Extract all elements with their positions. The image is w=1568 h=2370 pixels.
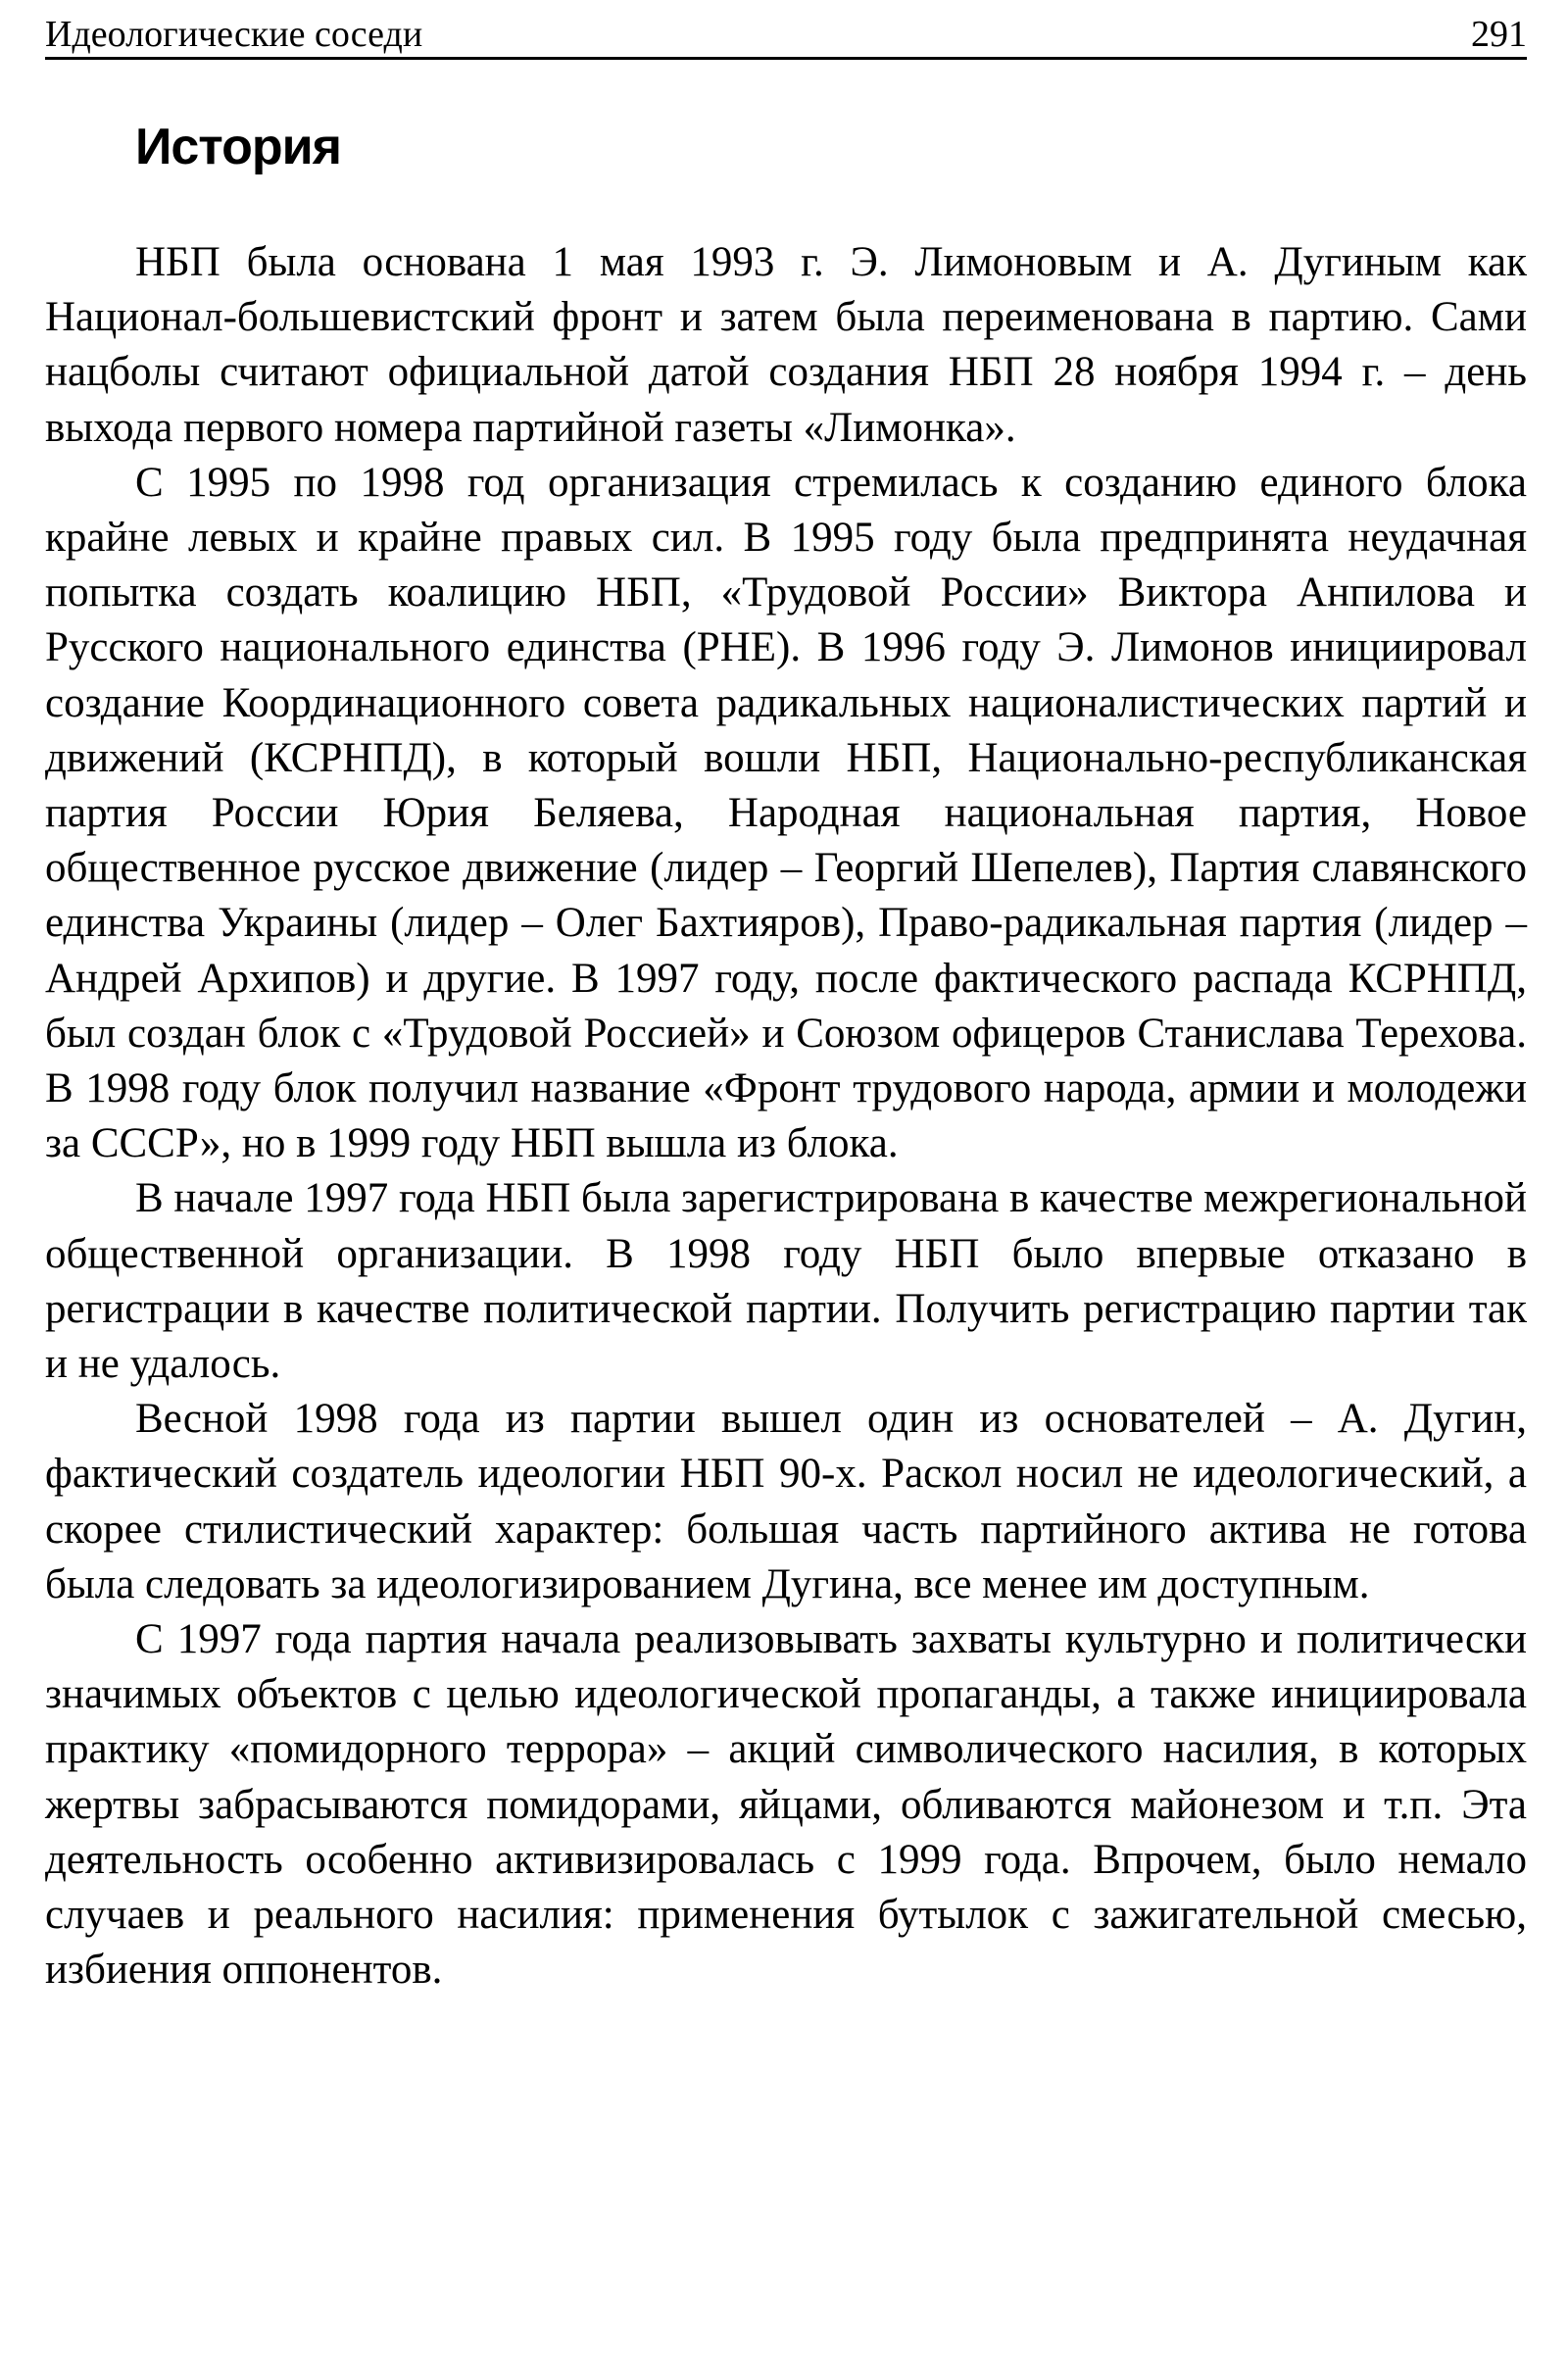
running-head-title: Идеологические соседи — [45, 14, 423, 55]
paragraph: С 1995 по 1998 год организация стремилась к созданию единого блока крайне левых и крайне правых сил. В 1995 году была предпринята неудачная попытка создать коалицию НБП, «Трудовой России» Виктора Анпилова и Русского национального единства (РНЕ). В 1996 году Э. Лимонов инициировал создание Координационного совета радикальных националистических партий и движений (КСРНПД), в который вошли НБП, Национально-республиканская партия России Юрия Беляева, Народная национальная партия, Новое общественное русское движение (лидер – Георгий Шепелев), Партия славянского единства Украины (лидер – Олег Бахтияров), Право-радикальная партия (лидер – Андрей Архипов) и другие. В 1997 году, после фактического распада КСРНПД, был создан блок с «Трудовой Россией» и Союзом офицеров Станислава Терехова. В 1998 году блок получил название «Фронт трудового народа, армии и молодежи за СССР», но в 1999 году НБП вышла из блока. — [45, 459, 1527, 1167]
running-head — [45, 12, 1527, 60]
paragraph: В начале 1997 года НБП была зарегистрирована в качестве межрегиональной общественной организации. В 1998 году НБП было впервые отказано в регистрации в качестве политической партии. Получить регистрацию партии так и не удалось. — [45, 1175, 1527, 1388]
body-text — [45, 235, 1527, 1999]
paragraph: НБП была основана 1 мая 1993 г. Э. Лимоновым и А. Дугиным как Национал-большевистский фронт и затем была переименована в партию. Сами нацболы считают официальной датой создания НБП 28 ноября 1994 г. – день выхода первого номера партийной газеты «Лимонка». — [45, 239, 1527, 451]
paragraph: С 1997 года партия начала реализовывать захваты культурно и политически значимых объектов с целью идеологической пропаганды, а также инициировала практику «помидорного террора» – акций символического насилия, в которых жертвы забрасываются помидорами, яйцами, обливаются майонезом и т.п. Эта деятельность особенно активизировалась с 1999 года. Впрочем, было немало случаев и реального насилия: применения бутылок с зажигательной смесью, избиения оппонентов. — [45, 1616, 1527, 1994]
page-number: 291 — [1471, 14, 1527, 55]
paragraph: Весной 1998 года из партии вышел один из основателей – А. Дугин, фактический создатель идеологии НБП 90-х. Раскол носил не идеологический, а скорее стилистический характер: большая часть партийного актива не готова была следовать за идеологизированием Дугина, все менее им доступным. — [45, 1396, 1527, 1607]
section-heading: История — [135, 119, 341, 175]
